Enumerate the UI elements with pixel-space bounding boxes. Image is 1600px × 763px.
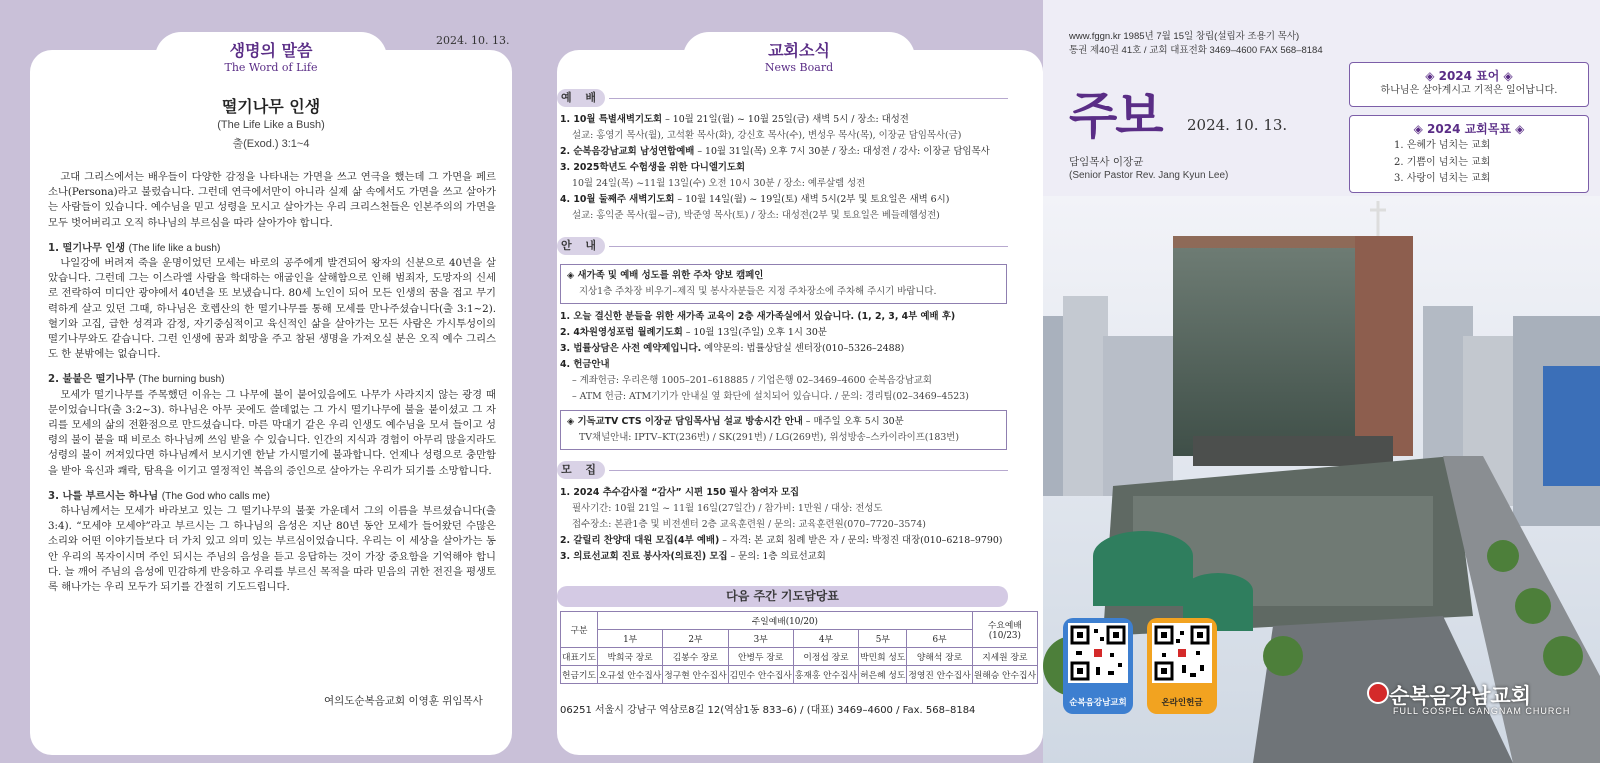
parking-campaign-title: ◈ 새가족 및 예배 성도를 위한 주차 양보 캠페인 bbox=[567, 270, 764, 281]
qr-code-icon bbox=[1152, 623, 1212, 683]
sermon-scripture: 출(Exod.) 3:1~4 bbox=[232, 138, 310, 150]
church-logo-name-en: FULL GOSPEL GANGNAM CHURCH bbox=[1393, 706, 1571, 716]
news-item: 설교: 홍익준 목사(월~금), 박준영 목사(토) / 장소: 대성전(2부 및 토요일은 베들레헴성전) bbox=[572, 210, 940, 221]
news-item: – 계좌헌금: 우리은행 1005–201–618885 / 기업은행 02–3469–4600 순복음강남교회 bbox=[572, 375, 932, 386]
news-item: 2. 순복음강남교회 남성연합예배 – 10월 31일(목) 오후 7시 30분 / 장소: 대성전 / 강사: 이장균 담임목사 bbox=[560, 146, 990, 157]
news-item: 2. 4차원영성포럼 월례기도회 – 10월 13일(주일) 오후 1시 30분 bbox=[560, 327, 827, 338]
prayer-cell: 허은혜 성도 bbox=[859, 666, 907, 684]
section-notice bbox=[557, 237, 1008, 255]
prayer-col-label: 구분 bbox=[561, 612, 598, 648]
prayer-row-offering bbox=[561, 666, 1038, 684]
sermon-paragraph-2: 모세가 떨기나무를 주목했던 이유는 그 나무에 불이 붙어있음에도 나무가 사라지지 않는 광경 때문이었습니다(출 3:2~3). 하나님은 아무 곳에도 쓸데없는 그 가시 떨기나무에 불을 붙이셨고 그 자리를 모세의 삶의 전환점으로 만드셨습니다. 마른 막대기 같은 우리 인생도 예수님을 모셔 들이고 성령의 불이 붙을 때 비로소 하나님께 쓰임 받을 수 있습니다. 인간의 지식과 경험이 아무리 많을지라도 성령의 불이 꺼져있다면 하나님께서 보시기엔 한낱 가시떨기에 불과합니다. 언제나 성령으로 충만함을 받아 육신과 쾌락, 탐욕을 이기고 열정적인 복음의 증인으로 살아가는 우리가 되기를 소망합니다. bbox=[48, 388, 496, 477]
news-board-title-en: News Board bbox=[764, 61, 834, 74]
news-item: 1. 2024 추수감사절 “감사” 시편 150 필사 참여자 모집 bbox=[560, 487, 800, 498]
prayer-table-title: 다음 주간 기도담당표 bbox=[557, 586, 1008, 607]
news-item: 필사기간: 10월 21일 ~ 11월 16일(27일간) / 참가비: 1만원 / 대상: 전성도 bbox=[572, 503, 883, 514]
qr-church-label: 순복음강남교회 bbox=[1069, 698, 1127, 708]
bulletin-date: 2024. 10. 13. bbox=[436, 34, 510, 47]
worship-list bbox=[560, 112, 1010, 224]
sermon-title-en: (The Life Like a Bush) bbox=[217, 119, 325, 131]
prayer-services-row bbox=[561, 630, 1038, 648]
news-item: 3. 의료선교회 진료 봉사자(의료진) 모집 – 문의: 1층 의료선교회 bbox=[560, 551, 826, 562]
prayer-cell: 원해승 안수집사 bbox=[972, 666, 1037, 684]
prayer-cell: 홍재홍 안수집사 bbox=[793, 666, 858, 684]
prayer-cell: 오규설 안수집사 bbox=[598, 666, 663, 684]
sermon-paragraph-3: 하나님께서는 모세가 바라보고 있는 그 떨기나무의 불꽃 가운데서 그의 이름을 부르셨습니다(출 3:4). “모세야 모세야”라고 부르시는 그 하나님의 음성은 지난 80년 동안 모세가 들어왔던 수많은 소리와 어떤 이야기들보다 더 가치 있고 의미 있는 부르심이었습니다. 우리는 이 세상을 살아가는 동안 우리의 목자이시며 주인 되시는 주님의 음성을 듣고 응답하는 것이 가장 중요함을 기억해야 합니다. 늘 깨어 주님의 음성에 민감하게 반응하고 우리를 부르신 목적을 따라 믿음의 귀한 전진을 평생토록 해나가는 우리 모두가 되기를 간절히 기도드립니다. bbox=[48, 505, 496, 594]
prayer-service-header: 1부 bbox=[598, 630, 663, 648]
tv-broadcast-channels: TV채널안내: IPTV–KT(236번) / SK(291번) / LG(269번), 위성방송–스카이라이프(183번) bbox=[579, 432, 960, 443]
church-address: 06251 서울시 강남구 역삼로8길 12(역삼1동 833–6) / (대표) 3469–4600 / Fax. 568–8184 bbox=[560, 705, 976, 716]
prayer-table bbox=[560, 611, 1038, 684]
cover-info-line-1: www.fggn.kr 1985년 7월 15일 창립(설립자 조용기 목사) bbox=[1069, 31, 1300, 42]
news-item: 4. 10월 둘째주 새벽기도회 – 10월 14일(월) ~ 19일(토) 새벽 5시(2부 및 토요일은 새벽 6시) bbox=[560, 194, 950, 205]
cover-info bbox=[1069, 30, 1323, 58]
tv-broadcast-box bbox=[560, 410, 1007, 450]
sermon-heading-1: 1. 떨기나무 인생 (The life like a bush) bbox=[48, 242, 221, 254]
prayer-cell: 정구현 안수집사 bbox=[663, 666, 728, 684]
word-of-life-title-en: The Word of Life bbox=[224, 61, 318, 74]
cover-title: 주보 bbox=[1069, 87, 1162, 145]
goals-title: ◈ 2024 교회목표 ◈ bbox=[1413, 122, 1525, 136]
prayer-cell: 박희국 장로 bbox=[598, 648, 663, 666]
prayer-row-label: 대표기도 bbox=[561, 648, 598, 666]
word-of-life-title: 생명의 말씀 bbox=[229, 41, 313, 60]
prayer-cell: 김민수 안수집사 bbox=[728, 666, 793, 684]
news-item: – ATM 헌금: ATM기기가 안내실 옆 화단에 설치되어 있습니다. / 문의: 경리팀(02–3469–4523) bbox=[572, 391, 969, 402]
sermon-title: 떨기나무 인생 bbox=[221, 97, 321, 116]
news-item: 설교: 홍영기 목사(월), 고석환 목사(화), 강신호 목사(수), 변성우 목사(목), 이장균 담임목사(금) bbox=[572, 130, 962, 141]
goal-3: 3. 사랑이 넘치는 교회 bbox=[1394, 173, 1491, 184]
prayer-cell: 김봉수 장로 bbox=[663, 648, 728, 666]
qr-offering-card[interactable] bbox=[1147, 618, 1217, 714]
section-notice-label: 안 내 bbox=[557, 237, 605, 255]
prayer-sunday-header: 주일예배(10/20) bbox=[598, 612, 973, 630]
cover-pastor-en: (Senior Pastor Rev. Jang Kyun Lee) bbox=[1069, 170, 1229, 181]
news-item: 1. 10월 특별새벽기도회 – 10월 21일(월) ~ 10월 25일(금) 새벽 5시 / 장소: 대성전 bbox=[560, 114, 909, 125]
recruit-list bbox=[560, 485, 1010, 565]
sermon-heading-2: 2. 불붙은 떨기나무 (The burning bush) bbox=[48, 374, 225, 386]
news-item: 2. 갈릴리 찬양대 대원 모집(4부 예배) – 자격: 본 교회 침례 받은 자 / 문의: 박정진 대장(010–6218–9790) bbox=[560, 535, 1003, 546]
news-item: 4. 헌금안내 bbox=[560, 359, 610, 370]
motto-box bbox=[1349, 62, 1589, 107]
prayer-row-label: 헌금기도 bbox=[561, 666, 598, 684]
prayer-cell: 정영진 안수집사 bbox=[907, 666, 972, 684]
sermon-body bbox=[48, 170, 496, 605]
church-logo-icon bbox=[1367, 682, 1389, 704]
motto-text: 하나님은 살아계시고 기적은 일어납니다. bbox=[1380, 85, 1558, 96]
prayer-cell: 안병두 장로 bbox=[728, 648, 793, 666]
goal-1: 1. 은혜가 넘치는 교회 bbox=[1394, 140, 1491, 151]
sermon-heading-3: 3. 나를 부르시는 하나님 (The God who calls me) bbox=[48, 490, 270, 502]
tv-broadcast-title: ◈ 기독교TV CTS 이장균 담임목사님 설교 방송시간 안내 – 매주일 오후 5시 30분 bbox=[567, 416, 904, 427]
news-item: 10월 24일(목) ~11월 13일(수) 오전 10시 30분 / 장소: 예루살렘 성전 bbox=[572, 178, 866, 189]
prayer-cell: 박민희 성도 bbox=[859, 648, 907, 666]
section-recruit bbox=[557, 461, 1008, 479]
parking-campaign-text: 지상1층 주차장 비우기–제직 및 봉사자분들은 지정 주차장소에 주차해 주시기 바랍니다. bbox=[579, 286, 937, 297]
qr-church-card[interactable] bbox=[1063, 618, 1133, 714]
goals-box bbox=[1349, 115, 1589, 193]
prayer-cell: 이정섭 장로 bbox=[793, 648, 858, 666]
cover-date: 2024. 10. 13. bbox=[1187, 116, 1288, 134]
prayer-service-header: 4부 bbox=[793, 630, 858, 648]
word-of-life-tab bbox=[155, 32, 387, 72]
news-board-title: 교회소식 bbox=[768, 41, 830, 60]
prayer-service-header: 3부 bbox=[728, 630, 793, 648]
sermon-intro: 고대 그리스에서는 배우들이 다양한 감정을 나타내는 가면을 쓰고 연극을 했는데 그 가면을 페르소나(Persona)라고 불렀습니다. 그런데 연극에서만이 아니라 실제 삶 속에서도 가면을 쓰고 살아가는 사람들이 있습니다. 예수님을 믿고 성령을 모시고 살아가는 우리 크리스천들은 인본주의의 가면을 모두 벗어버리고 오직 하나님의 부르심을 따라 살아가야 합니다. bbox=[48, 171, 496, 229]
prayer-service-header: 5부 bbox=[859, 630, 907, 648]
parking-campaign-box bbox=[560, 264, 1007, 304]
section-recruit-label: 모 집 bbox=[557, 461, 605, 479]
notice-list bbox=[560, 309, 1010, 405]
prayer-cell: 지세원 장로 bbox=[972, 648, 1037, 666]
prayer-wednesday-header: 수요예배 (10/23) bbox=[972, 612, 1037, 648]
church-logo-name: 순복음강남교회 bbox=[1389, 684, 1532, 708]
prayer-row-representative bbox=[561, 648, 1038, 666]
prayer-service-header: 2부 bbox=[663, 630, 728, 648]
goal-2: 2. 기쁨이 넘치는 교회 bbox=[1394, 156, 1491, 168]
qr-offering-label: 온라인헌금 bbox=[1161, 698, 1203, 708]
sermon-paragraph-1: 나일강에 버려져 죽을 운명이었던 모세는 바로의 공주에게 발견되어 왕자의 신분으로 40년을 살았습니다. 그런데 그는 이스라엘 사람을 학대하는 애굽인을 살해함으로 인해 범죄자, 도망자의 신세로 전락하여 미디안 광야에서 40년을 또 보냈습니다. 80세 노인이 되어 모든 인생의 꿈을 접고 무기력하게 살고 있던 그때, 하나님은 호렙산의 한 떨기나무를 통해 모세를 만나주셨습니다(출 3:1~2). 혈기와 고집, 급한 성격과 감정, 자기중심적이고 육신적인 삶을 살아가는 모든 사람은 가시투성이의 떨기나무와도 같습니다. 그런 인생에 꿈과 희망을 주고 참된 생명을 가져오실 분은 오직 예수 그리스도 한 분밖에는 없습니다. bbox=[48, 257, 496, 361]
motto-title: ◈ 2024 표어 ◈ bbox=[1425, 69, 1513, 83]
prayer-cell: 양해석 장로 bbox=[907, 648, 972, 666]
news-item: 1. 오늘 결신한 분들을 위한 새가족 교육이 2층 새가족실에서 있습니다. (1, 2, 3, 4부 예배 후) bbox=[560, 311, 956, 322]
news-item: 3. 2025학년도 수험생을 위한 다니엘기도회 bbox=[560, 162, 746, 173]
news-item: 3. 법률상담은 사전 예약제입니다. 예약문의: 법률상담실 센터장(010–5326–2488) bbox=[560, 343, 905, 354]
prayer-service-header: 6부 bbox=[907, 630, 972, 648]
news-item: 접수장소: 본관1층 및 비전센터 2층 교육훈련원 / 문의: 교육훈련원(070–7720–3574) bbox=[572, 519, 926, 530]
news-board-tab bbox=[683, 32, 915, 72]
cover-pastor: 담임목사 이장균 bbox=[1069, 156, 1144, 168]
section-worship-label: 예 배 bbox=[557, 89, 605, 107]
section-worship bbox=[557, 89, 1008, 107]
qr-code-icon bbox=[1068, 623, 1128, 683]
cover-panel bbox=[1043, 0, 1600, 763]
cover-info-line-2: 통권 제40권 41호 / 교회 대표전화 3469–4600 FAX 568–8184 bbox=[1069, 45, 1323, 56]
sermon-signature: 여의도순복음교회 이영훈 위임목사 bbox=[324, 695, 483, 707]
